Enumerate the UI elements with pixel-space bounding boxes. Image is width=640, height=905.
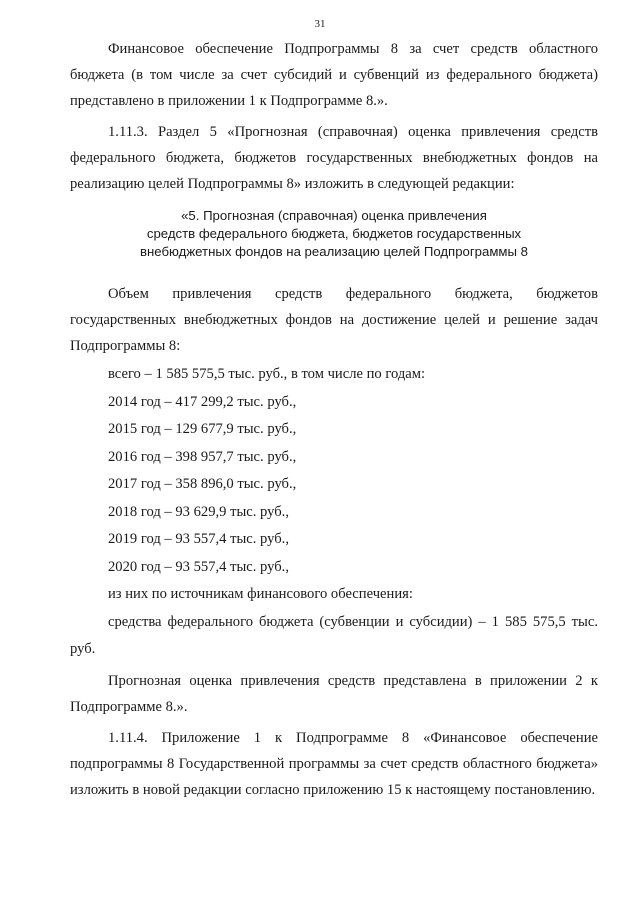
year-line: 2020 год – 93 557,4 тыс. руб., — [108, 558, 289, 575]
document-body — [70, 36, 598, 803]
paragraph-forecast: Прогнозная оценка привлечения средств представлена в приложении 2 к Подпрограмме 8.». — [70, 672, 598, 715]
heading-line: внебюджетных фондов на реализацию целей Подпрограммы 8 — [140, 244, 528, 259]
year-line: 2019 год – 93 557,4 тыс. руб., — [108, 531, 289, 547]
year-line: 2016 год – 398 957,7 тыс. руб., — [108, 448, 297, 465]
paragraph-financing: Финансовое обеспечение Подпрограммы 8 за счет средств областного бюджета (в том числе за счет субсидий и субвенций из федерального бюджета) представлено в приложении 1 к Подпрограмме 8.». — [70, 41, 598, 109]
section-heading — [70, 207, 598, 261]
page-number: 31 — [314, 18, 326, 30]
paragraph-appendix-1: 1.11.4. Приложение 1 к Подпрограмме 8 «Финансовое обеспечение подпрограммы 8 Государственной программы за счет средств областного бюджета» изложить в новой редакции согласно приложению 15 к настоящему постановлению. — [70, 729, 598, 798]
paragraph-section-5: 1.11.3. Раздел 5 «Прогнозная (справочная) оценка привлечения средств федерального бюджета, бюджетов государственных внебюджетных фондов на реализацию целей Подпрограммы 8» изложить в следующей редакции: — [70, 124, 598, 192]
heading-line: «5. Прогнозная (справочная) оценка привлечения — [181, 208, 487, 223]
year-line: 2015 год – 129 677,9 тыс. руб., — [108, 421, 297, 437]
total-line: всего – 1 585 575,5 тыс. руб., в том числе по годам: — [108, 366, 426, 382]
paragraph-federal-funds: средства федерального бюджета (субвенции и субсидии) – 1 585 575,5 тыс. руб. — [70, 613, 598, 657]
sources-intro-line: из них по источникам финансового обеспечения: — [108, 586, 413, 602]
year-line: 2017 год – 358 896,0 тыс. руб., — [108, 476, 297, 492]
paragraph-volume: Объем привлечения средств федерального бюджета, бюджетов государственных внебюджетных фондов на достижение целей и решение задач Подпрограммы 8: — [70, 286, 598, 354]
heading-line: средств федерального бюджета, бюджетов государственных — [146, 226, 522, 241]
year-line: 2018 год – 93 629,9 тыс. руб., — [108, 503, 289, 520]
year-line: 2014 год – 417 299,2 тыс. руб., — [108, 393, 297, 410]
